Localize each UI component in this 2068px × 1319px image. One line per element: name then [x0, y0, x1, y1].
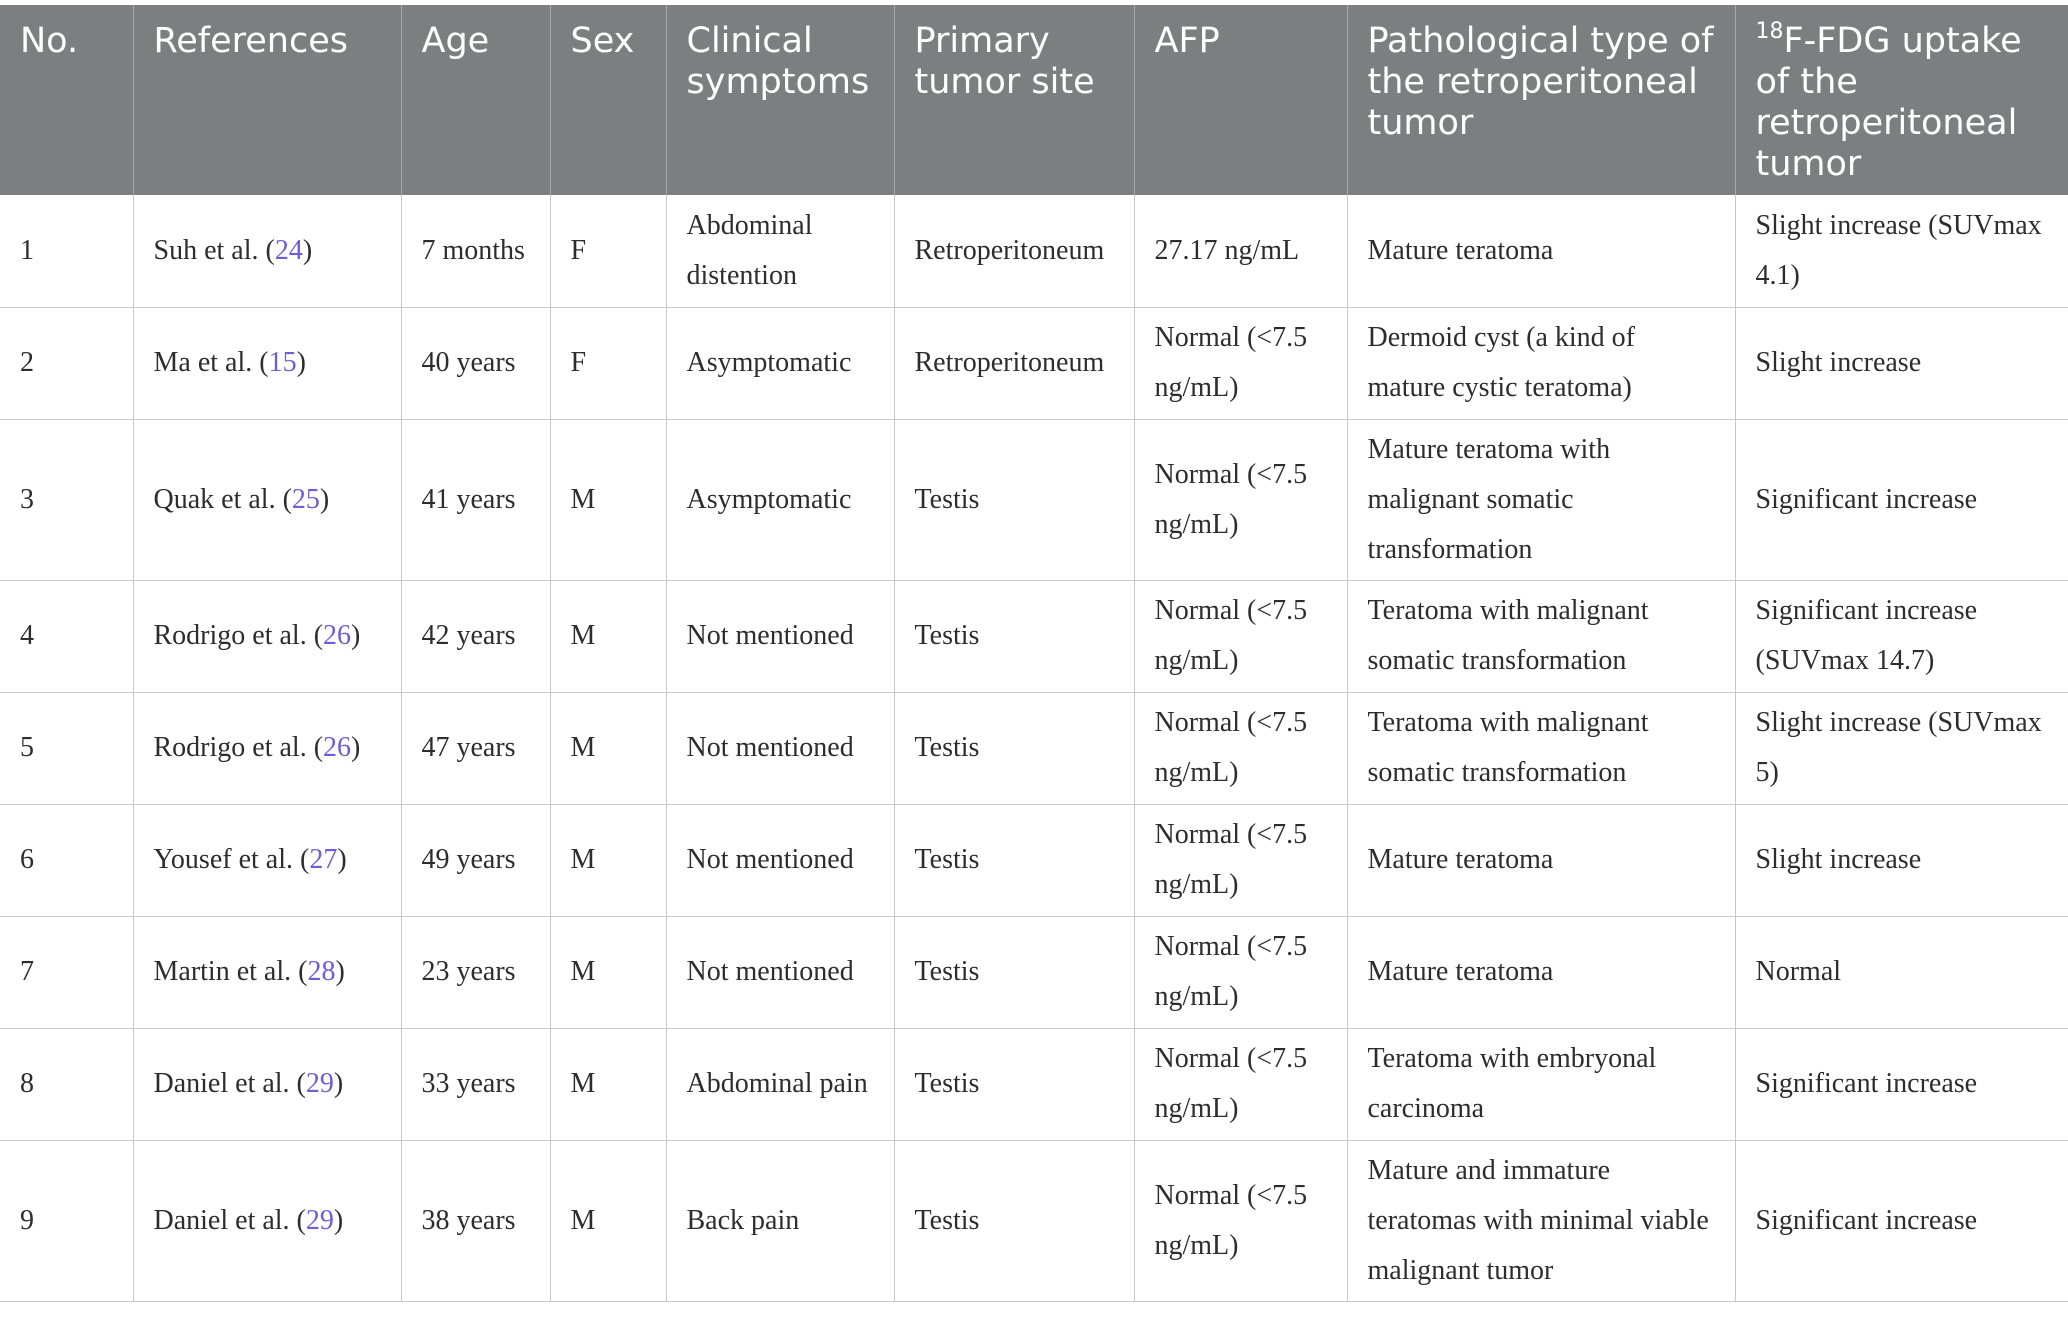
cell-primary-tumor-site: Retroperitoneum — [894, 307, 1134, 419]
cell-no: 1 — [0, 195, 133, 307]
cell-fdg-uptake: Slight increase (SUVmax 4.1) — [1735, 195, 2068, 307]
cell-age: 40 years — [401, 307, 550, 419]
reference-link[interactable]: 25 — [291, 483, 320, 515]
cell-pathological-type: Teratoma with malignant somatic transformation — [1347, 692, 1735, 804]
cell-clinical-symptoms: Not mentioned — [666, 692, 894, 804]
header-afp: AFP — [1134, 5, 1347, 195]
reference-author: Suh et al. ( — [153, 234, 275, 266]
cell-clinical-symptoms: Not mentioned — [666, 804, 894, 916]
header-fdg-uptake — [1735, 5, 2068, 195]
reference-author: Quak et al. ( — [153, 483, 292, 515]
table-row — [0, 1028, 2068, 1140]
reference-author: Ma et al. ( — [153, 347, 269, 378]
cell-pathological-type: Mature teratoma — [1347, 916, 1735, 1028]
cell-sex: M — [550, 916, 666, 1028]
cell-no: 2 — [0, 307, 133, 419]
header-fdg-label: F-FDG uptake of the retroperitoneal tumor — [1755, 21, 2022, 184]
cell-primary-tumor-site: Testis — [894, 804, 1134, 916]
cell-clinical-symptoms: Asymptomatic — [666, 419, 894, 580]
header-no: No. — [0, 5, 133, 195]
cell-pathological-type: Mature teratoma — [1347, 804, 1735, 916]
reference-link[interactable]: 29 — [305, 1068, 334, 1099]
cell-afp: Normal (<7.5 ng/mL) — [1134, 1028, 1347, 1140]
reference-author: Yousef et al. ( — [153, 844, 310, 875]
header-row — [0, 5, 2068, 195]
cell-reference — [133, 1140, 401, 1301]
reference-link[interactable]: 26 — [323, 620, 352, 651]
cell-reference — [133, 1028, 401, 1140]
reference-close: ) — [296, 347, 306, 378]
reference-close: ) — [337, 844, 347, 875]
cell-reference — [133, 692, 401, 804]
reference-author: Rodrigo et al. ( — [153, 732, 324, 763]
cell-pathological-type: Mature and immature teratomas with minimal viable malignant tumor — [1347, 1140, 1735, 1301]
reference-close: ) — [351, 620, 361, 651]
cell-age: 7 months — [401, 195, 550, 307]
reference-close: ) — [351, 732, 361, 763]
table-header — [0, 5, 2068, 195]
cell-clinical-symptoms: Abdominal pain — [666, 1028, 894, 1140]
cell-primary-tumor-site: Testis — [894, 1028, 1134, 1140]
reference-close: ) — [319, 483, 330, 515]
cell-age: 49 years — [401, 804, 550, 916]
reference-author: Martin et al. ( — [153, 956, 308, 987]
cell-age: 23 years — [401, 916, 550, 1028]
cell-fdg-uptake: Significant increase (SUVmax 14.7) — [1735, 580, 2068, 692]
table-row — [0, 580, 2068, 692]
cell-no: 5 — [0, 692, 133, 804]
cell-afp: 27.17 ng/mL — [1134, 195, 1347, 307]
cell-fdg-uptake: Significant increase — [1735, 1140, 2068, 1301]
table-row — [0, 307, 2068, 419]
cell-primary-tumor-site: Testis — [894, 1140, 1134, 1301]
cell-afp: Normal (<7.5 ng/mL) — [1134, 804, 1347, 916]
cell-clinical-symptoms: Not mentioned — [666, 916, 894, 1028]
cell-afp: Normal (<7.5 ng/mL) — [1134, 692, 1347, 804]
cell-afp: Normal (<7.5 ng/mL) — [1134, 580, 1347, 692]
cell-clinical-symptoms: Back pain — [666, 1140, 894, 1301]
cell-fdg-uptake: Slight increase (SUVmax 5) — [1735, 692, 2068, 804]
cell-fdg-uptake: Slight increase — [1735, 804, 2068, 916]
cell-no: 3 — [0, 419, 133, 580]
cell-age: 47 years — [401, 692, 550, 804]
reference-author: Daniel et al. ( — [153, 1068, 306, 1099]
cell-reference — [133, 804, 401, 916]
cell-sex: M — [550, 804, 666, 916]
cell-primary-tumor-site: Retroperitoneum — [894, 195, 1134, 307]
header-fdg-superscript: 18 — [1755, 19, 1784, 44]
cell-age: 38 years — [401, 1140, 550, 1301]
header-age: Age — [401, 5, 550, 195]
table-row — [0, 195, 2068, 307]
cell-age: 41 years — [401, 419, 550, 580]
cell-pathological-type: Mature teratoma — [1347, 195, 1735, 307]
cell-afp: Normal (<7.5 ng/mL) — [1134, 419, 1347, 580]
header-clinical-symptoms: Clinical symptoms — [666, 5, 894, 195]
cell-sex: M — [550, 1140, 666, 1301]
cell-fdg-uptake: Slight increase — [1735, 307, 2068, 419]
header-primary-tumor-site: Primary tumor site — [894, 5, 1134, 195]
table-row — [0, 804, 2068, 916]
table-row — [0, 1140, 2068, 1301]
cell-clinical-symptoms: Not mentioned — [666, 580, 894, 692]
cell-reference — [133, 580, 401, 692]
reference-link[interactable]: 24 — [274, 234, 303, 266]
table-row — [0, 916, 2068, 1028]
cell-no: 8 — [0, 1028, 133, 1140]
cell-sex: M — [550, 692, 666, 804]
cell-primary-tumor-site: Testis — [894, 692, 1134, 804]
cell-no: 4 — [0, 580, 133, 692]
cell-no: 7 — [0, 916, 133, 1028]
cell-fdg-uptake: Significant increase — [1735, 419, 2068, 580]
cell-primary-tumor-site: Testis — [894, 419, 1134, 580]
cell-afp: Normal (<7.5 ng/mL) — [1134, 307, 1347, 419]
cell-age: 33 years — [401, 1028, 550, 1140]
reference-link[interactable]: 15 — [268, 347, 297, 378]
cell-pathological-type: Teratoma with malignant somatic transformation — [1347, 580, 1735, 692]
header-pathological-type: Pathological type of the retroperitoneal tumor — [1347, 5, 1735, 195]
literature-review-table — [0, 5, 2068, 1302]
reference-author: Rodrigo et al. ( — [153, 620, 324, 651]
cell-sex: M — [550, 1028, 666, 1140]
reference-close: ) — [335, 956, 345, 987]
cell-sex: F — [550, 195, 666, 307]
reference-close: ) — [333, 1204, 344, 1236]
reference-close: ) — [302, 234, 313, 266]
cell-pathological-type: Teratoma with embryonal carcinoma — [1347, 1028, 1735, 1140]
header-sex: Sex — [550, 5, 666, 195]
table-row — [0, 692, 2068, 804]
cell-pathological-type: Mature teratoma with malignant somatic transformation — [1347, 419, 1735, 580]
reference-link[interactable]: 29 — [305, 1204, 334, 1236]
reference-link[interactable]: 28 — [307, 956, 336, 987]
cell-fdg-uptake: Normal — [1735, 916, 2068, 1028]
cell-clinical-symptoms: Abdominal distention — [666, 195, 894, 307]
cell-primary-tumor-site: Testis — [894, 916, 1134, 1028]
reference-link[interactable]: 26 — [323, 732, 352, 763]
cell-clinical-symptoms: Asymptomatic — [666, 307, 894, 419]
cell-pathological-type: Dermoid cyst (a kind of mature cystic teratoma) — [1347, 307, 1735, 419]
cell-afp: Normal (<7.5 ng/mL) — [1134, 916, 1347, 1028]
reference-close: ) — [333, 1068, 344, 1099]
cell-reference — [133, 307, 401, 419]
cell-reference — [133, 195, 401, 307]
cell-age: 42 years — [401, 580, 550, 692]
header-references: References — [133, 5, 401, 195]
cell-fdg-uptake: Significant increase — [1735, 1028, 2068, 1140]
cell-sex: M — [550, 580, 666, 692]
table-row — [0, 419, 2068, 580]
reference-link[interactable]: 27 — [309, 844, 338, 875]
cell-reference — [133, 419, 401, 580]
cell-primary-tumor-site: Testis — [894, 580, 1134, 692]
cell-no: 9 — [0, 1140, 133, 1301]
reference-author: Daniel et al. ( — [153, 1204, 306, 1236]
table-body — [0, 195, 2068, 1301]
cell-sex: F — [550, 307, 666, 419]
cell-reference — [133, 916, 401, 1028]
cell-afp: Normal (<7.5 ng/mL) — [1134, 1140, 1347, 1301]
cell-sex: M — [550, 419, 666, 580]
cell-no: 6 — [0, 804, 133, 916]
